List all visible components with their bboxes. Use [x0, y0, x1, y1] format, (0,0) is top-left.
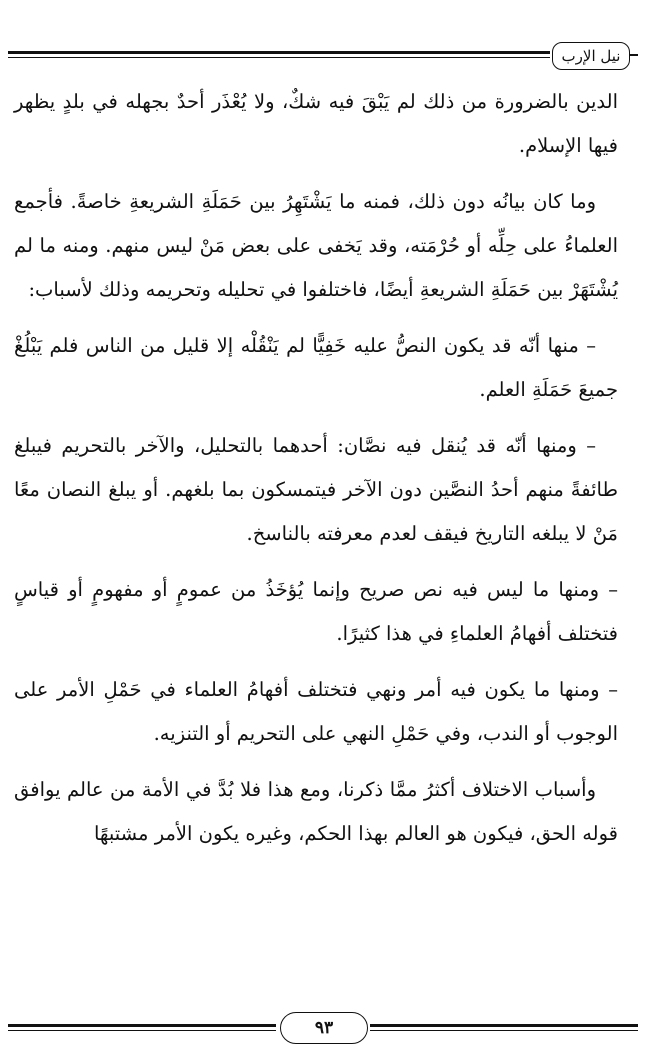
paragraph-4: – ومنها أنّه قد يُنقل فيه نصَّان: أحدهما بالتحليل، والآخر بالتحريم فيبلغ طائفةً منهم أحدُ النصَّين دون الآخر فيتمسكون بما بلغهم. أو يبلغ النصان معًا مَنْ لا يبلغه التاريخ فيقف لعدم معرفته بالناسخ. — [14, 434, 618, 545]
header-rule-thin — [8, 57, 550, 58]
page-body — [14, 80, 618, 868]
paragraph-3: – منها أنّه قد يكون النصُّ عليه خَفِيًّا لم يَنْقُلْه إلا قليل من الناس فلم يَبْلُغْ جميعَ حَمَلَةِ العلم. — [14, 334, 618, 401]
paragraph-2: وما كان بيانُه دون ذلك، فمنه ما يَشْتَهِرُ بين حَمَلَةِ الشريعةِ خاصةً. فأجمع العلماءُ على حِلِّه أو حُرْمَته، وقد يَخفى على بعض مَنْ ليس منهم. ومنه ما لم يُشْتَهَرْ بين حَمَلَةِ الشريعةِ أيضًا، فاختلفوا في تحليله وتحريمه وذلك لأسباب: — [14, 190, 618, 301]
header-tick — [630, 54, 638, 56]
paragraph-7: وأسباب الاختلاف أكثرُ ممَّا ذكرنا، ومع هذا فلا بُدَّ في الأمة من عالم يوافق قوله الحق، فيكون هو العالم بهذا الحكم، وغيره يكون الأمر مشتبهًا — [14, 778, 618, 845]
footer-rule-right-thin — [370, 1030, 638, 1031]
header-rule — [8, 51, 550, 54]
footer-rule-right — [370, 1024, 638, 1027]
page-number: ٩٣ — [280, 1012, 368, 1044]
page-footer — [8, 1010, 638, 1050]
paragraph-5: – ومنها ما ليس فيه نص صريح وإنما يُؤخَذُ من عمومٍ أو مفهومٍ أو قياسٍ فتختلف أفهامُ العلماءِ في هذا كثيرًا. — [14, 578, 618, 645]
running-header — [8, 42, 638, 78]
book-title: نيل الإرب — [552, 42, 630, 70]
paragraph-6: – ومنها ما يكون فيه أمر ونهي فتختلف أفهامُ العلماء في حَمْلِ الأمر على الوجوب أو الندب، وفي حَمْلِ النهي على التحريم أو التنزيه. — [14, 678, 618, 745]
footer-rule-left — [8, 1024, 276, 1027]
paragraph-1: الدين بالضرورة من ذلك لم يَبْقَ فيه شكٌ، ولا يُعْذَر أحدٌ بجهله في بلدٍ يظهر فيها الإسلام. — [14, 90, 618, 157]
footer-rule-left-thin — [8, 1030, 276, 1031]
